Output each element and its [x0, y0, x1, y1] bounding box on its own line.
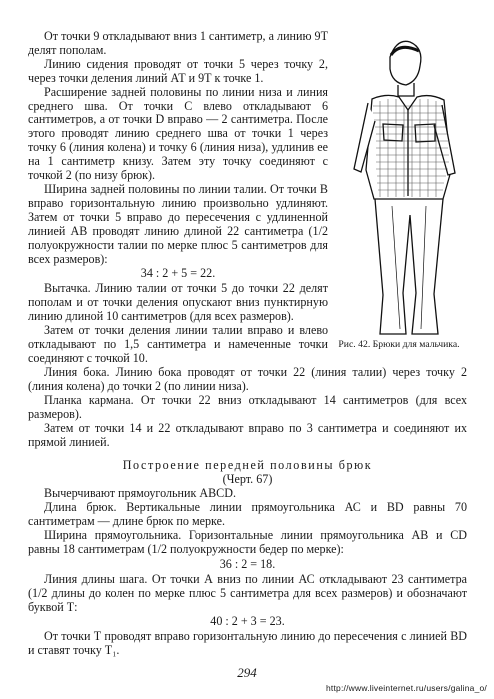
formula-knee: 40 : 2 + 3 = 23. [210, 614, 285, 629]
paragraph-rectangle-width: Ширина прямоугольника. Горизонтальные линии прямоугольника АВ и CD равны 18 сантиметрам (1/2 полуокружности бедер по мерке): [28, 527, 467, 556]
page-number: 294 [237, 665, 257, 680]
paragraph-side-line: Линия бока. Линию бока проводят от точки 22 (линия талии) через точку 2 (линия колена) до точки 2 (по линии низа). [28, 365, 467, 393]
paragraph-connect-pocket: Затем от точки 14 и 22 откладывают вправо по 3 сантиметра и соединяют их прямой линией. [28, 420, 467, 449]
source-watermark: http://www.liveinternet.ru/users/galina_o/ [325, 683, 487, 693]
paragraph-step-length: Линия длины шага. От точки А вниз по линии АС откладывают 23 сантиметра (1/2 длины до колен по мерке плюс 5 сантиметра для всех размеров) и обозначают буквой Т: [28, 571, 467, 614]
paragraph-seat-line: Линию сидения проводят от точки 5 через точку 2, через точки деления линий АТ и 9Т к точке 1. [28, 56, 328, 85]
formula-waist: 34 : 2 + 5 = 22. [140, 266, 216, 281]
lower-text-block [28, 366, 467, 658]
paragraph-pocket-strip: Планка кармана. От точки 22 вниз откладывают 14 сантиметров (для всех размеров). [28, 392, 467, 421]
boy-trousers-illustration [330, 33, 475, 343]
paragraph-dart: Вытачка. Линию талии от точки 5 до точки 22 делят пополам и от точки деления опускают вниз пунктирную линию длиной 10 сантиметров (для всех размеров). [28, 281, 328, 324]
paragraph-trouser-length: Длина брюк. Вертикальные линии прямоугольника АС и BD равны 70 сантиметрам — длине брюк по мерке. [28, 500, 467, 529]
section-heading: Построение передней половины брюк [122, 458, 373, 473]
figure-caption: Рис. 42. Брюки для мальчика. [338, 339, 460, 350]
paragraph-point-nine: От точки 9 откладывают вниз 1 сантиметр, а линию 9Т делят пополам. [28, 29, 328, 57]
paragraph-horizontal-line: От точки Т проводят вправо горизонтальную линию до пересечения с линией BD и ставят точку Т₁. [28, 629, 467, 658]
drawing-reference: (Черт. 67) [222, 472, 273, 487]
paragraph-waist-width: Ширина задней половины по линии талии. От точки В вправо горизонтальную линию произвольно удлиняют. Затем от точки 5 вправо до пересечения с удлиненной линией АВ проводят линию длиной 22 сантиметра (1/2 полуокружности талии по мерке плюс 5 сантиметров для всех размеров): [28, 181, 328, 266]
paragraph-back-half-expansion: Расширение задней половины по линии низа и линия среднего шва. От точки С влево откладывают 6 сантиметров, а от точки D вправо — 2 сантиметра. После этого проводят линию среднего шва от точки 1 через точку 6 (линия колена) и точку 6 (линия низа), удлинив ее на 1 сантиметр книзу. Затем эту точку соединяют с точкой 2 (по низу брюк). [28, 84, 328, 183]
formula-hip: 36 : 2 = 18. [219, 556, 276, 571]
paragraph-dart-connect: Затем от точки деления линии талии вправо и влево откладывают по 1,5 сантиметра и намеченные точки соединяют с точкой 10. [28, 323, 328, 365]
upper-text-block [28, 30, 328, 366]
paragraph-draw-rectangle: Вычерчивают прямоугольник ABCD. [44, 486, 236, 501]
